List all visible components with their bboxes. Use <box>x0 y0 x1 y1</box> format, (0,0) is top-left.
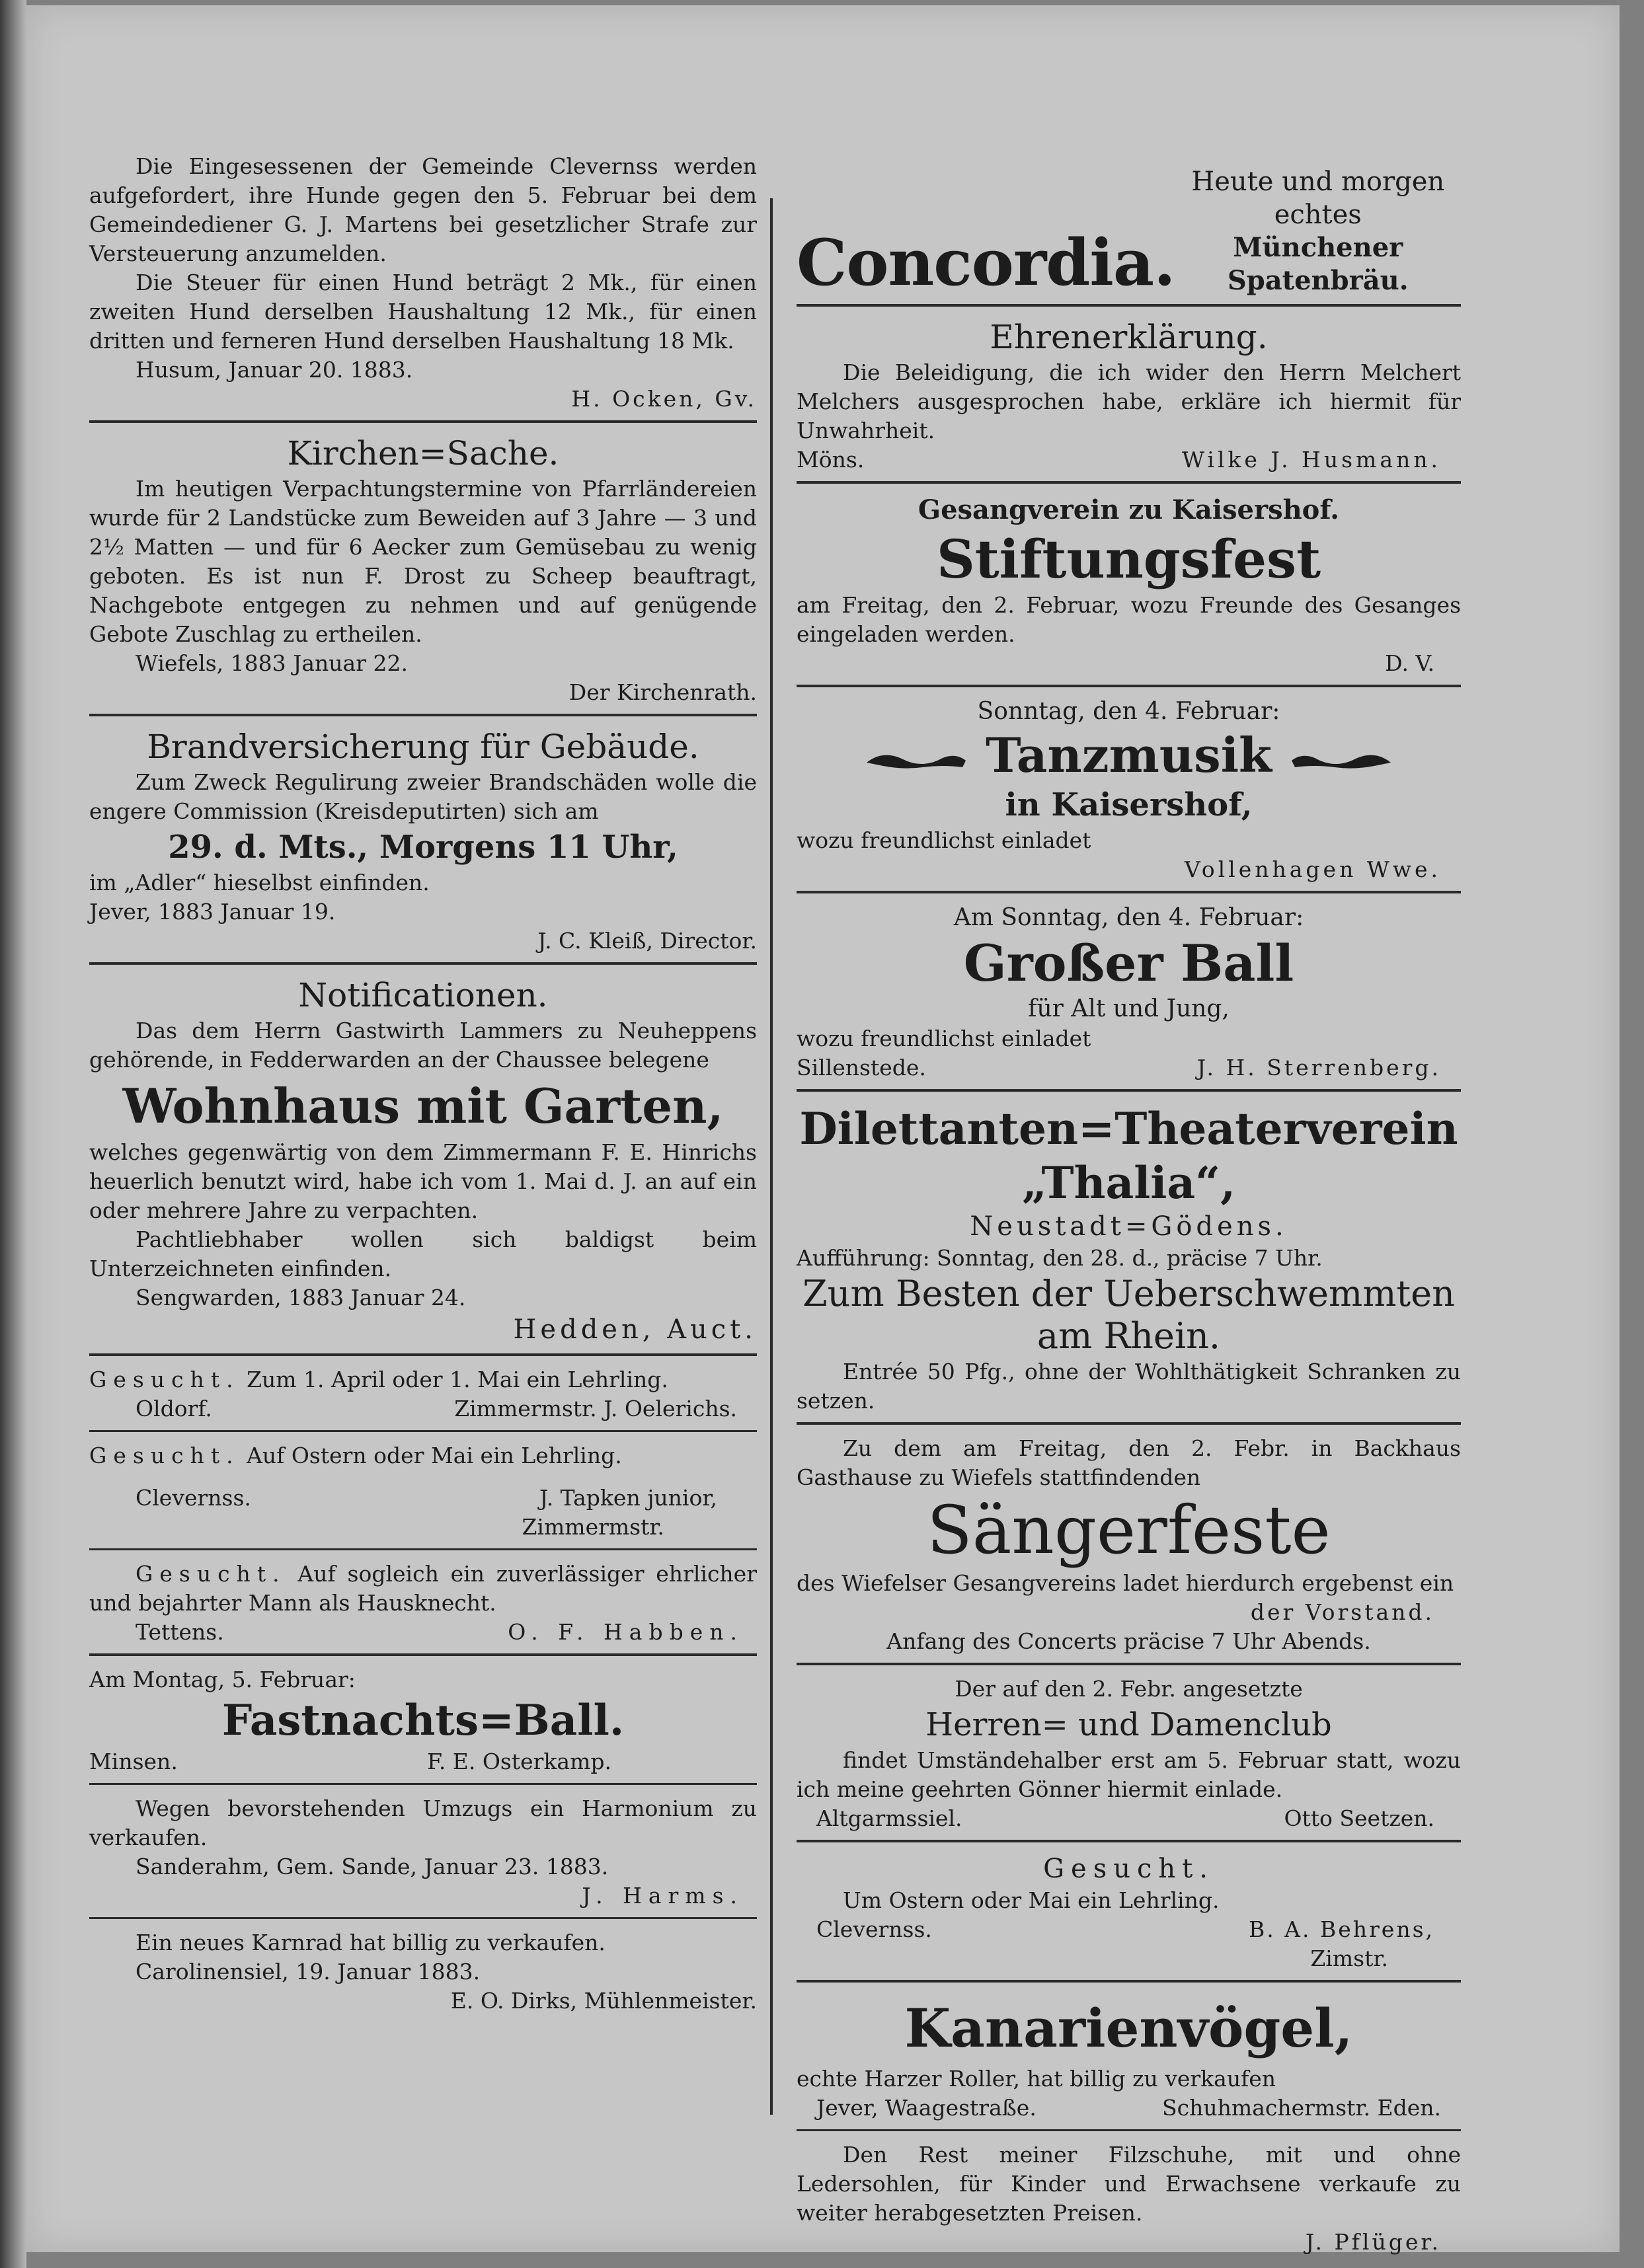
ad-felt-shoes <box>797 2140 1461 2257</box>
divider <box>797 1840 1461 1842</box>
carnival-title: Fastnachts=Ball. <box>221 1696 625 1745</box>
wanted-2-signature-2: Zimmermstr. <box>522 1514 664 1540</box>
dog-tax-date: Husum, Januar 20. 1883. <box>136 357 413 383</box>
ball-for: für Alt und Jung, <box>1028 995 1230 1022</box>
divider <box>797 1089 1461 1092</box>
ad-declaration <box>797 316 1461 474</box>
ornament-left-icon <box>863 746 969 773</box>
church-date: Wiefels, 1883 Januar 22. <box>136 650 408 676</box>
club-big: Herren= und Damenclub <box>925 1706 1332 1743</box>
felt-text: Den Rest meiner Filzschuhe, mit und ohne Ledersohlen, für Kinder und Erwachsene verkaufe zu weiter herabgesetzten Preisen. <box>797 2142 1461 2226</box>
declaration-signature: Wilke J. Husmann. <box>1181 447 1441 472</box>
divider <box>89 714 757 716</box>
harmonium-text: Wegen bevorstehenden Umzugs ein Harmonium zu verkaufen. <box>89 1796 757 1850</box>
ad-wanted-2 <box>89 1441 757 1542</box>
notif-date: Sengwarden, 1883 Januar 24. <box>136 1285 466 1310</box>
ball-place: Sillenstede. <box>797 1055 926 1080</box>
divider <box>797 891 1461 893</box>
dance-big: Tanzmusik <box>986 727 1272 783</box>
ad-wanted-right <box>797 1852 1461 1973</box>
theatre-place: Neustadt=Gödens. <box>970 1211 1288 1242</box>
ad-canaries <box>797 1992 1461 2123</box>
divider <box>89 1917 757 1919</box>
dog-tax-text-1: Die Eingesessenen der Gemeinde Clevernss werden aufgefordert, ihre Hunde gegen den 5. Februar bei dem Gemeindediener G. J. Martens bei gesetzlicher Strafe zur Versteuerung anzumelden. <box>89 153 757 266</box>
divider <box>89 1353 757 1356</box>
singers-signature: der Vorstand. <box>1250 1599 1434 1625</box>
anniversary-big: Stiftungsfest <box>936 528 1321 590</box>
ad-dance <box>797 697 1461 884</box>
divider <box>89 962 757 965</box>
church-signature: Der Kirchenrath. <box>568 679 757 705</box>
left-column <box>89 152 757 2016</box>
declaration-place: Möns. <box>797 447 865 472</box>
ad-wanted-3 <box>89 1560 757 1647</box>
dance-where: in Kaisershof, <box>1005 786 1253 823</box>
ad-club <box>797 1675 1461 1833</box>
theatre-big-1: Zum Besten der Ueberschwemmten <box>802 1273 1455 1314</box>
ad-fire-insurance <box>89 726 757 956</box>
wanted-2-signature-1: J. Tapken junior, <box>539 1485 717 1511</box>
wanted-right-head: Gesucht. <box>1043 1854 1214 1884</box>
wanted-1-head: Gesucht. <box>89 1367 240 1392</box>
canaries-signature: Schuhmachermstr. Eden. <box>1162 2095 1441 2121</box>
wanted-right-signature-1: B. A. Behrens, <box>1248 1916 1434 1942</box>
cart-signature: E. O. Dirks, Mühlenmeister. <box>450 1988 757 2014</box>
fire-signature: J. C. Kleiß, Director. <box>537 928 757 954</box>
theatre-big-2: am Rhein. <box>1037 1315 1221 1357</box>
singers-text-2: des Wiefelser Gesangvereins ladet hierdurch ergebenst ein <box>797 1570 1454 1596</box>
ball-signature: J. H. Sterrenberg. <box>1196 1055 1441 1080</box>
ad-notifications <box>89 974 757 1347</box>
church-title: Kirchen=Sache. <box>287 434 559 472</box>
harmonium-signature: J. Harms. <box>582 1883 744 1909</box>
club-signature: Otto Seetzen. <box>1284 1805 1434 1831</box>
notif-text-3: Pachtliebhaber wollen sich baldigst beim Unterzeichneten einfinden. <box>89 1227 757 1281</box>
ad-dog-tax <box>89 152 757 414</box>
divider <box>797 2129 1461 2131</box>
ad-singers-festival <box>797 1434 1461 1656</box>
cart-date: Carolinensiel, 19. Januar 1883. <box>136 1959 481 1984</box>
cart-text: Ein neues Karnrad hat billig zu verkaufen. <box>136 1930 606 1955</box>
singers-big: Sängerfeste <box>927 1492 1331 1569</box>
theatre-entry: Entrée 50 Pfg., ohne der Wohlthätigkeit Schranken zu setzen. <box>797 1359 1461 1414</box>
ball-text: wozu freundlichst einladet <box>797 1026 1091 1051</box>
ad-carnival-ball <box>89 1665 757 1776</box>
ad-cart-wheel <box>89 1928 757 2016</box>
dance-signature: Vollenhagen Wwe. <box>1184 856 1441 882</box>
wanted-2-text: Auf Ostern oder Mai ein Lehrling. <box>247 1443 622 1468</box>
fire-text-1: Zum Zweck Regulirung zweier Brandschäden wolle die engere Commission (Kreisdeputirten) sich am <box>89 769 757 824</box>
wanted-right-place: Clevernss. <box>816 1916 932 1942</box>
carnival-intro: Am Montag, 5. Februar: <box>89 1667 356 1692</box>
theatre-name: „Thalia“, <box>1021 1157 1236 1209</box>
divider <box>797 481 1461 484</box>
club-place: Altgarmssiel. <box>816 1805 962 1831</box>
canaries-text: echte Harzer Roller, hat billig zu verkaufen <box>797 2066 1276 2092</box>
concordia-line-2: Münchener Spatenbräu. <box>1227 232 1409 296</box>
wanted-right-text: Um Ostern oder Mai ein Lehrling. <box>843 1887 1220 1913</box>
club-text-2: findet Umständehalber erst am 5. Februar statt, wozu ich meine geehrten Gönner hiermit einlade. <box>797 1747 1461 1802</box>
canaries-place: Jever, Waagestraße. <box>816 2095 1037 2121</box>
ad-anniversary <box>797 493 1461 678</box>
notif-title: Notificationen. <box>298 976 548 1014</box>
column-divider <box>770 198 773 2115</box>
wanted-2-place: Clevernss. <box>136 1485 251 1511</box>
divider <box>797 1422 1461 1425</box>
divider <box>797 304 1461 307</box>
theatre-performance: Aufführung: Sonntag, den 28. d., präcise 7 Uhr. <box>797 1245 1323 1271</box>
wanted-3-signature: O. F. Habben. <box>508 1619 744 1645</box>
fire-title: Brandversicherung für Gebäude. <box>147 728 699 766</box>
divider <box>797 685 1461 687</box>
harmonium-date: Sanderahm, Gem. Sande, Januar 23. 1883. <box>136 1854 609 1879</box>
divider <box>89 1548 757 1550</box>
page-gutter-shadow <box>0 0 26 2268</box>
declaration-title: Ehrenerklärung. <box>990 318 1268 356</box>
dance-text: wozu freundlichst einladet <box>797 827 1091 853</box>
wanted-right-signature-2: Zimstr. <box>1310 1946 1388 1971</box>
fire-text-2: im „Adler“ hieselbst einfinden. <box>89 870 430 895</box>
ad-harmonium <box>89 1794 757 1910</box>
wanted-1-place: Oldorf. <box>136 1396 212 1421</box>
theatre-title: Dilettanten=Theaterverein <box>799 1103 1458 1154</box>
ad-concordia <box>797 165 1461 300</box>
fire-date: Jever, 1883 Januar 19. <box>89 899 336 925</box>
club-text-1: Der auf den 2. Febr. angesetzte <box>955 1676 1303 1702</box>
singers-text-1: Zu dem am Freitag, den 2. Febr. in Backhaus Gasthause zu Wiefels stattfindenden <box>797 1435 1461 1490</box>
ad-theatre <box>797 1101 1461 1416</box>
carnival-signature: F. E. Osterkamp. <box>427 1749 611 1774</box>
divider <box>89 420 757 423</box>
anniversary-title: Gesangverein zu Kaisershof. <box>918 494 1340 525</box>
ball-big: Großer Ball <box>963 934 1294 993</box>
wanted-3-text: Auf sogleich ein zuverlässiger ehrlicher und bejahrter Mann als Hausknecht. <box>89 1561 757 1616</box>
wanted-1-signature: Zimmermstr. J. Oelerichs. <box>454 1396 737 1421</box>
divider <box>89 1783 757 1785</box>
dance-intro: Sonntag, den 4. Februar: <box>977 698 1280 725</box>
dog-tax-signature: H. Ocken, Gv. <box>571 386 757 412</box>
wanted-2-head: Gesucht. <box>89 1443 240 1468</box>
wanted-3-place: Tettens. <box>136 1619 224 1645</box>
concordia-name: Concordia. <box>797 225 1175 300</box>
declaration-text: Die Beleidigung, die ich wider den Herrn Melchert Melchers ausgesprochen habe, erkläre ich hiermit für Unwahrheit. <box>797 359 1461 443</box>
right-column <box>797 165 1461 2257</box>
divider <box>797 1663 1461 1665</box>
church-text: Im heutigen Verpachtungstermine von Pfarrländereien wurde für 2 Landstücke zum Beweiden auf 3 Jahre — 3 und 2½ Matten — und für 6 Aecker zum Gemüsebau zu wenig geboten. Es ist nun F. Drost zu Scheep beauftragt, Nachgebote entgegen zu nehmen und auf genügende Gebote Zuschlag zu ertheilen. <box>89 476 757 647</box>
notif-big: Wohnhaus mit Garten, <box>122 1078 724 1134</box>
ad-wanted-1 <box>89 1365 757 1423</box>
singers-concert-start: Anfang des Concerts präcise 7 Uhr Abends. <box>886 1628 1371 1654</box>
divider <box>89 1653 757 1656</box>
divider <box>797 1980 1461 1983</box>
wanted-1-text: Zum 1. April oder 1. Mai ein Lehrling. <box>247 1367 668 1392</box>
dog-tax-text-2: Die Steuer für einen Hund beträgt 2 Mk., für einen zweiten Hund derselben Haushaltung 12 Mk., für einen dritten und ferneren Hund derselben Haushaltung 18 Mk. <box>89 270 757 354</box>
carnival-place: Minsen. <box>89 1749 178 1774</box>
ad-grand-ball <box>797 903 1461 1082</box>
fire-when: 29. d. Mts., Morgens 11 Uhr, <box>168 829 678 866</box>
ball-intro: Am Sonntag, den 4. Februar: <box>953 904 1304 931</box>
concordia-line-1: Heute und morgen echtes <box>1191 167 1445 230</box>
anniversary-signature: D. V. <box>1385 650 1434 676</box>
felt-signature: J. Pflüger. <box>1305 2229 1441 2255</box>
wanted-3-head: Gesucht. <box>136 1561 286 1587</box>
notif-text-2: welches gegenwärtig von dem Zimmermann F. E. Hinrichs heuerlich benutzt wird, habe ich vom 1. Mai d. J. an auf ein oder mehrere Jahre zu verpachten. <box>89 1139 757 1223</box>
canaries-big: Kanarienvögel, <box>904 1997 1353 2059</box>
anniversary-text: am Freitag, den 2. Februar, wozu Freunde des Gesanges eingeladen werden. <box>797 592 1461 647</box>
notif-text-1: Das dem Herrn Gastwirth Lammers zu Neuheppens gehörende, in Fedderwarden an der Chaussee belegene <box>89 1018 757 1073</box>
ad-church-matter <box>89 432 757 707</box>
notif-signature: Hedden, Auct. <box>513 1314 757 1345</box>
ornament-right-icon <box>1288 746 1394 773</box>
divider <box>89 1430 757 1432</box>
